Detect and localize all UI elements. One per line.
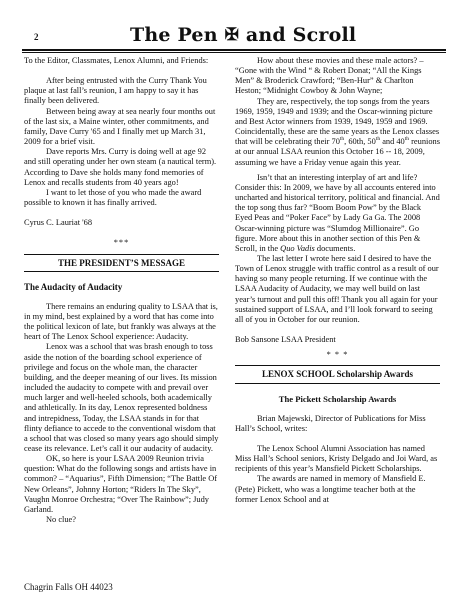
newsletter-title (130, 24, 356, 46)
message-paragraph: Lenox was a school that was brash enough to toss aside the notion of the boarding school experience of privilege and focus on the whole man, the character building, and the deeper meaning of our lives. Its mission included the audacity to compete with and prevail over much larger and well-heeled schools, both academically and athletically. In its day, Lenox represented boldness and intrepidness, Today, the LSAA stands in for that flinty defiance to accede to the conventional wisdom that a school that was closed so many years ago should simply cease its relevance. Let’s call it our audacity of audacity. (24, 342, 219, 453)
message-paragraph: The last letter I wrote here said I desired to have the Town of Lenox struggle with traffic control as a result of our having so many people returning. If we continue with the LSAA Audacity of Audacity, we may well build on last year’s turnout and pull this off! Thank you all again for your sustained support of LSAA, and I’ll look forward to seeing all of you in October for our reunion. (235, 253, 439, 324)
message-paragraph: No clue? (46, 515, 76, 525)
left-column (24, 56, 219, 525)
message-paragraph: How about these movies and these male actors? – “Gone with the Wind “ & Robert Donat; “All the Kings Men” & Broderick Crawford; “Ben-Hur” & Charlton Heston; “Midnight Cowboy & John Wayne; (235, 56, 424, 96)
letter-paragraph: Dave reports Mrs. Curry is doing well at age 92 and still operating under her own steam (a nautical term). According to Dave she holds many fond memories of Lenox and recalls students from 40 years ago! (24, 147, 217, 187)
footer-address: Chagrin Falls OH 44023 (24, 582, 113, 592)
title-right: and Scroll (245, 24, 357, 46)
letter-paragraph: Between being away at sea nearly four months out of the last six, a Maine winter, other commitments, and family, Dave Curry '65 and I finally met up March 31, 2009 for a brief visit. (24, 106, 216, 147)
page-number: 2 (34, 32, 39, 42)
message-paragraph: They are, respectively, the top songs from the years 1969, 1959, 1949 and 1939; and the Oscar-winning picture and Best Actor winners from 1939, 1949, 1959 and 1969. Coincidentally, these are the same years as the Lenox classes that will be celebrating their 70th, 60th, 50th and 40th reunions at our annual LSAA reunion this October 16 -- 18, 2009, assuming we have a Friday venue again this year. (235, 96, 440, 167)
message-paragraph: OK, so here is your LSAA 2009 Reunion trivia question: What do the following songs and artists have in common? – “Aquarius”, Fifth Dimension; “The Battle Of New Orleans”, Johnny Horton; “Riders In The Sky”, Vaughn Monroe Orchestra; “Over The Rainbow”; Judy Garland. (24, 454, 218, 514)
letter-paragraph: I want to let those of you who made the award possible to known it has finally arrived. (24, 187, 202, 208)
article-subheading: The Pickett Scholarship Awards (278, 393, 397, 404)
section-separator: *** (113, 238, 130, 248)
section-separator: * * * (326, 350, 349, 360)
scholarship-paragraph: The Lenox School Alumni Association has named Miss Hall’s School seniors, Kristy Delgado and Joi Ward, as recipients of this year’s Mansfield Pickett Scholarships. (235, 444, 438, 474)
letter-salutation: To the Editor, Classmates, Lenox Alumni, and Friends: (24, 56, 209, 65)
presidents-message-heading: THE PRESIDENT’S MESSAGE (57, 257, 186, 268)
scholarship-paragraph: Brian Majewski, Director of Publications for Miss Hall’s School, writes: (235, 413, 426, 433)
masthead (22, 24, 446, 48)
letter-paragraph: After being entrusted with the Curry Thank You plaque at last fall’s reunion, I am happy to say it has finally been delivered. (24, 76, 207, 106)
article-subheading: The Audacity of Audacity (24, 281, 123, 292)
maltese-cross-icon: ✠ (224, 25, 240, 45)
masthead-rule (22, 49, 446, 51)
scholarship-paragraph: The awards are named in memory of Mansfield E. (Pete) Pickett, who was a longtime teacher both at the former Lenox School and at (235, 474, 426, 504)
letter-signature: Cyrus C. Lauriat '68 (24, 218, 93, 228)
message-signature: Bob Sansone LSAA President (235, 335, 336, 345)
title-left: The Pen (130, 24, 218, 46)
masthead-rule-thin (22, 52, 446, 53)
scholarship-awards-heading: LENOX SCHOOL Scholarship Awards (261, 369, 414, 380)
message-paragraph: There remains an enduring quality to LSAA that is, in my mind, best explained by a word that has come into the political lexicon of late, but frankly was always at the heart of The Lenox School experience: Audacity. (24, 301, 218, 342)
message-paragraph: Isn’t that an interesting interplay of art and life? Consider this: In 2009, we have by all accounts entered into uncharted and historical territory, political and financial. And the top song thus far? “Boom Boom Pow” by the Black Eyed Peas and “Poker Face” by Lady Ga Ga. The 2008 Oscar-winning picture was “Slumdog Millionaire”. Go figure. More about this in another section of this Pen & Scroll, in the Quo Vadis documents. (235, 172, 440, 253)
right-column (235, 56, 440, 505)
